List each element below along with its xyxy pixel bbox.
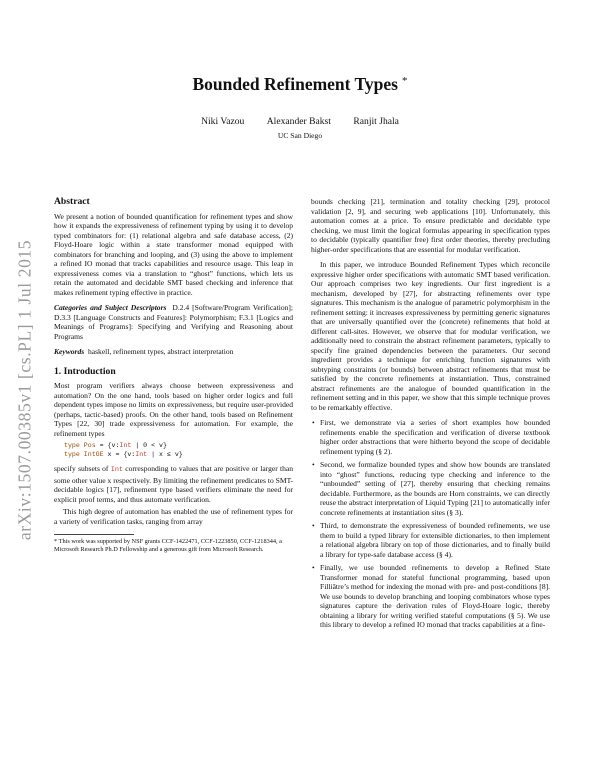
intro-paragraph-3: This high degree of automation has enabled the use of refinement types for a variety of verification tasks, ranging from array [54,507,293,526]
code-type: Int [135,450,148,458]
paper-title [0,74,600,95]
right-column [311,197,550,634]
code-keyword: type [64,450,80,458]
right-paragraph-1: bounds checking [21], termination and totality checking [29], protocol validation [2, 9], and securing web applications [10]. Unfortunately, this automation comes at a price. To ensure predictable and decidable type checking, we must limit the logical formulas appearing in specification types to decidable (typically quantifier free) first order theories, thereby precluding higher-order specifications that are essential for modular verification. [311,197,550,254]
contribution-list [311,418,550,630]
code-arg: x [103,450,112,458]
abstract-heading: Abstract [54,196,90,207]
left-column [54,197,293,554]
list-item: • First, we demonstrate via a series of short examples how bounded refinements enable the specification and verification of diverse textbook higher order abstractions that were hitherto beyond the scope of decidable refinement typing (§ 2). [311,418,550,456]
code-type-name: IntGE [83,450,104,458]
keywords-label: Keywords [54,347,85,356]
code-type-name: Pos [83,442,96,449]
code-block [54,442,293,459]
categories-text: D.2.4 [Software/Program Verification]; D.3.3 [Language Constructs and Features]: Polymorphism; F.3.1 [Logics and Meanings of Programs]: Specifying and Verifying and Reasoning about Programs [54,303,294,341]
list-item: • Finally, we use bounded refinements to develop a Refined State Transformer monad for stateful functional programming, based upon Filliâtre’s method for indexing the monad with pre- and post-conditions [8]. We use bounds to develop branching and looping combinators whose types signatures capture the derivation rules of Floyd-Hoare logic, thereby obtaining a library for writing verified stateful computations (§ 5). We use this library to develop a refined IO monad that tracks capabilities at a fine- [311,563,550,630]
intro-p2-end: corresponding to values that are positive or larger than some other value x respectively. By limiting the refinement predicates to SMT-decidable logics [17], refinement type based verifiers eliminate the need for explicit proof terms, and thus automate verification. [54,464,293,504]
categories-label: Categories and Subject Descriptors [54,303,167,312]
keywords-text: haskell, refinement types, abstract interpretation [87,347,234,356]
code-line-2 [64,451,293,460]
affiliation: UC San Diego [277,131,323,140]
list-item: • Third, to demonstrate the expressiveness of bounded refinements, we use them to build a typed library for extensible dictionaries, to then implement a relational algebra library on top of those dictionaries, and to finally build a library for type-safe database access (§ 4). [311,521,550,559]
arxiv-identifier [13,205,37,575]
arxiv-identifier-text: arXiv:1507.00385v1 [cs.PL] 1 Jul 2015 [14,239,35,541]
abstract-text: We present a notion of bounded quantification for refinement types and show how it expands the expressiveness of refinement typing by using it to develop typed combinators for: (1) relational algebra and safe database access, (2) Floyd-Hoare logic within a state transformer monad equipped with combinators for branching and looping, and (3) using the above to implement a refined IO monad that tracks capabilities and resource usage. This leap in expressiveness comes via a translation to “ghost” functions, which lets us retain the automated and decidable SMT based checking and inference that makes refinement typing effective in practice. [54,211,293,297]
title-footnote-mark: * [402,75,408,87]
right-paragraph-2: In this paper, we introduce Bounded Refinement Types which reconcile expressive higher order specifications with automatic SMT based verification. Our approach comprises two key ingredients. Our first ingredient is a mechanism, developed by [27], for abstracting refinements over type signatures. This mechanism is the analogue of parametric polymorphism in the refinement setting: it increases expressiveness by permitting generic signatures that are universally quantified over the (concrete) refinements that hold at different call-sites. However, we observe that for modular verification, we additionally need to constrain the abstract refinement parameters, typically to specify fine grained dependencies between the parameters. Our second ingredient provides a technique for enriching function signatures with subtyping constraints (or bounds) between abstract refinements that must be satisfied by the concrete refinements at instantiation. Thus, constrained abstract refinements are the analogue of bounded quantification in the refinement setting and in this paper, we show that this simple technique proves to be remarkably effective. [311,260,550,412]
code-type: Int [119,442,132,449]
code-text: = {v: [111,450,136,458]
code-text: = {v: [95,442,120,449]
footnote-text: * This work was supported by NSF grants CCF-1422471, CCF-1223850, CCF-1218344, a Microsoft Research Ph.D Fellowship and a generous gift from Microsoft Research. [54,538,282,553]
intro-paragraph-1: Most program verifiers always choose between expressiveness and automation? On the one hand, tools based on higher order logics and full dependent types impose no limits on expressiveness, but require user-provided (perhaps, tactic-based) proofs. On the other hand, tools based on Refinement Types [22, 30] trade expressiveness for automation. For example, the refinement types [54,381,293,438]
code-text: | 0 < v} [131,442,167,449]
intro-paragraph-2 [54,464,293,504]
code-text: | x ≤ v} [147,450,183,458]
author-list [0,116,600,127]
code-line-1 [64,442,293,451]
author-name: Ranjit Jhala [353,116,399,127]
categories-paragraph [54,303,293,341]
keywords-paragraph [54,347,293,357]
paper-title-text: Bounded Refinement Types [192,74,398,94]
footnote-rule [54,534,134,535]
intro-heading: 1. Introduction [54,365,116,377]
author-name: Alexander Bakst [266,116,331,127]
intro-p2-start: specify subsets of [54,464,111,473]
code-keyword: type [64,442,80,449]
inline-code-int: Int [110,466,123,474]
author-name: Niki Vazou [201,116,245,127]
list-item: • Second, we formalize bounded types and show how bounds are translated into “ghost” functions, reducing type checking and inference to the “unbounded” setting of [27], thereby ensuring that checking remains decidable. Furthermore, as the bounds are Horn constraints, we can directly reuse the abstract interpretation of Liquid Typing [21] to automatically infer concrete refinements at instantiation sites (§ 3). [311,460,550,517]
